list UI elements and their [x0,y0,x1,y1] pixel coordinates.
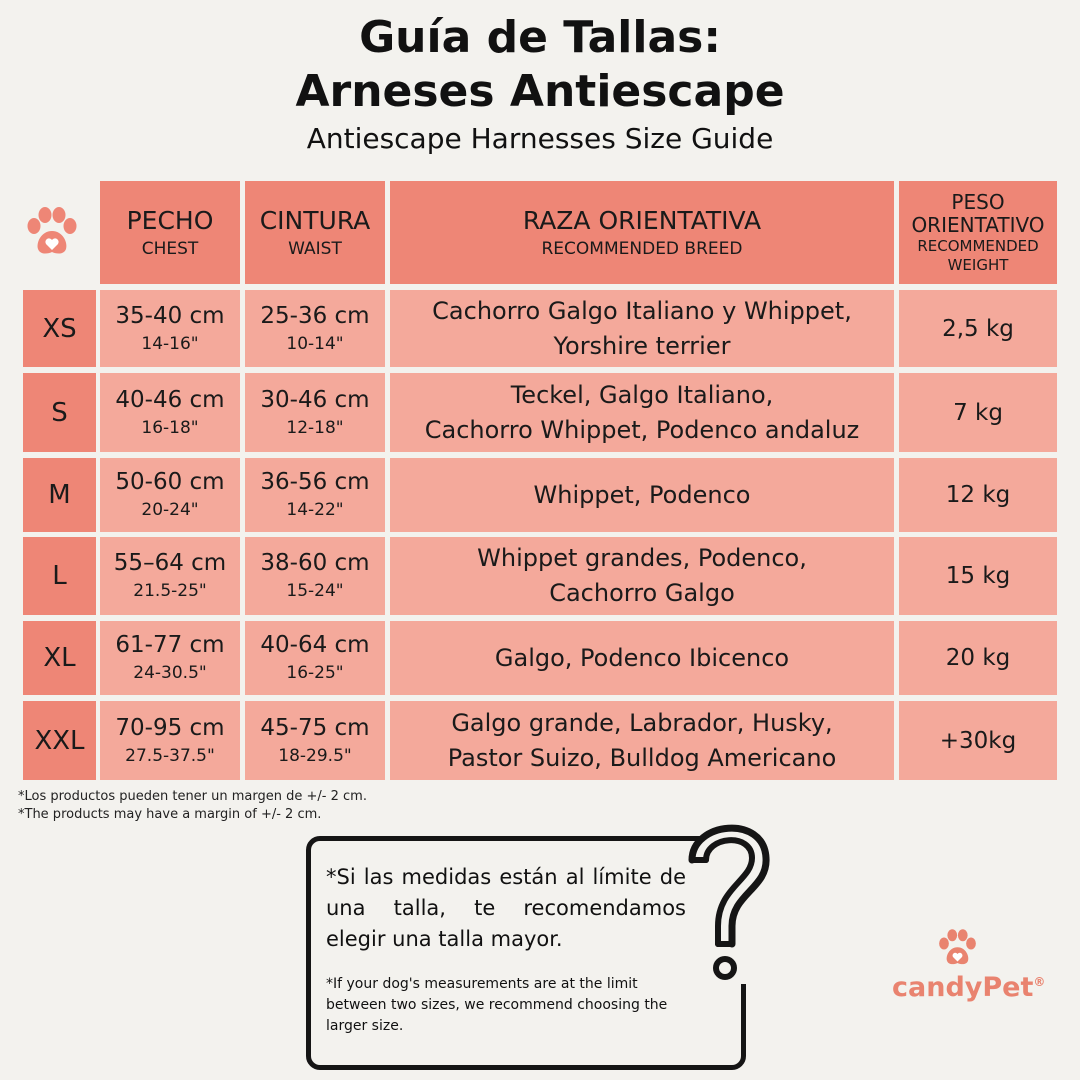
chest-in: 27.5-37.5" [125,745,215,766]
brand-logo [892,972,1045,1003]
header-weight-en-1: RECOMMENDED [917,236,1039,255]
waist-in: 18-29.5" [278,745,352,766]
breed-line-1: Galgo, Podenco Ibicenco [494,643,790,672]
chest-in: 14-16" [141,333,199,354]
size-label: XL [23,621,96,695]
waist-cell [245,458,385,532]
waist-cm: 30-46 cm [260,386,370,413]
chest-cm: 35-40 cm [115,302,225,329]
breed-line-1: Whippet grandes, Podenco, [477,544,807,572]
breed-cell [390,621,894,695]
header-chest-es: PECHO [126,205,214,235]
header-breed-es: RAZA ORIENTATIVA [522,205,762,235]
size-label: M [23,458,96,532]
header-breed [390,181,894,284]
chest-cell [100,621,240,695]
header-chest-en: CHEST [141,238,199,259]
header-weight-es-2: ORIENTATIVO [911,212,1045,237]
title-line-1: Guía de Tallas: [359,12,721,63]
breed-line-1: Teckel, Galgo Italiano, [510,380,774,409]
header-waist-en: WAIST [288,238,342,259]
size-label: XS [23,290,96,367]
waist-cell [245,537,385,615]
size-label: L [23,537,96,615]
chest-in: 21.5-25" [133,581,207,601]
chest-cm: 55–64 cm [113,550,227,576]
brand-paw-icon [938,928,980,968]
waist-cell [245,621,385,695]
breed-cell [390,458,894,532]
waist-cm: 45-75 cm [260,714,370,741]
chest-cm: 61-77 cm [115,632,225,658]
size-label: XXL [23,701,96,780]
waist-in: 14-22" [286,500,344,520]
breed-line-2: Cachorro Galgo [549,579,735,607]
waist-cm: 25-36 cm [260,302,370,329]
breed-line-1: Cachorro Galgo Italiano y Whippet, [432,296,852,325]
header-weight-en-2: WEIGHT [947,255,1009,274]
size-label: S [23,373,96,452]
weight-cell: 20 kg [899,621,1057,695]
chest-cm: 40-46 cm [115,386,225,413]
footnote-es: *Los productos pueden tener un margen de +/- 2 cm. [18,789,367,804]
header-weight-es-1: PESO [951,189,1005,214]
note-text-en: *If your dog's measurements are at the limit between two sizes, we recommend choosing the larger size. [326,976,668,1034]
waist-cell [245,290,385,367]
title-line-2: Arneses Antiescape [295,66,785,117]
header-weight [899,181,1057,284]
waist-in: 10-14" [286,333,344,354]
chest-cm: 50-60 cm [115,469,225,495]
weight-cell: 2,5 kg [899,290,1057,367]
chest-in: 24-30.5" [133,663,207,683]
waist-in: 12-18" [286,417,344,438]
weight-cell: 15 kg [899,537,1057,615]
brand-registered-mark: ® [1033,975,1046,989]
question-mark-icon [676,808,776,988]
waist-cm: 36-56 cm [260,469,370,495]
breed-line-2: Pastor Suizo, Bulldog Americano [447,743,837,772]
chest-cell [100,373,240,452]
breed-line-1: Galgo grande, Labrador, Husky, [451,708,833,737]
subtitle: Antiescape Harnesses Size Guide [306,122,774,155]
waist-in: 16-25" [286,663,344,683]
chest-in: 20-24" [141,500,199,520]
header-breed-en: RECOMMENDED BREED [541,238,743,259]
waist-in: 15-24" [286,581,344,601]
header-waist-es: CINTURA [259,205,371,235]
waist-cell [245,373,385,452]
paw-icon [26,206,82,258]
breed-line-2: Yorshire terrier [553,331,731,360]
breed-cell [390,373,894,452]
waist-cell [245,701,385,780]
weight-cell: +30kg [899,701,1057,780]
weight-cell: 12 kg [899,458,1057,532]
footnote-en: *The products may have a margin of +/- 2 cm. [18,807,322,822]
breed-line-1: Whippet, Podenco [533,480,751,509]
header-chest [100,181,240,284]
note-text-es: *Si las medidas están al límite de una talla, te recomendamos elegir una talla mayor. [326,865,686,951]
chest-in: 16-18" [141,417,199,438]
breed-cell [390,701,894,780]
brand-name: candyPet [892,972,1034,1003]
chest-cell [100,458,240,532]
breed-cell [390,290,894,367]
chest-cell [100,701,240,780]
weight-cell: 7 kg [899,373,1057,452]
waist-cm: 40-64 cm [260,632,370,658]
breed-line-2: Cachorro Whippet, Podenco andaluz [424,415,860,444]
chest-cm: 70-95 cm [115,714,225,741]
chest-cell [100,290,240,367]
chest-cell [100,537,240,615]
waist-cm: 38-60 cm [260,550,370,576]
header-waist [245,181,385,284]
breed-cell [390,537,894,615]
